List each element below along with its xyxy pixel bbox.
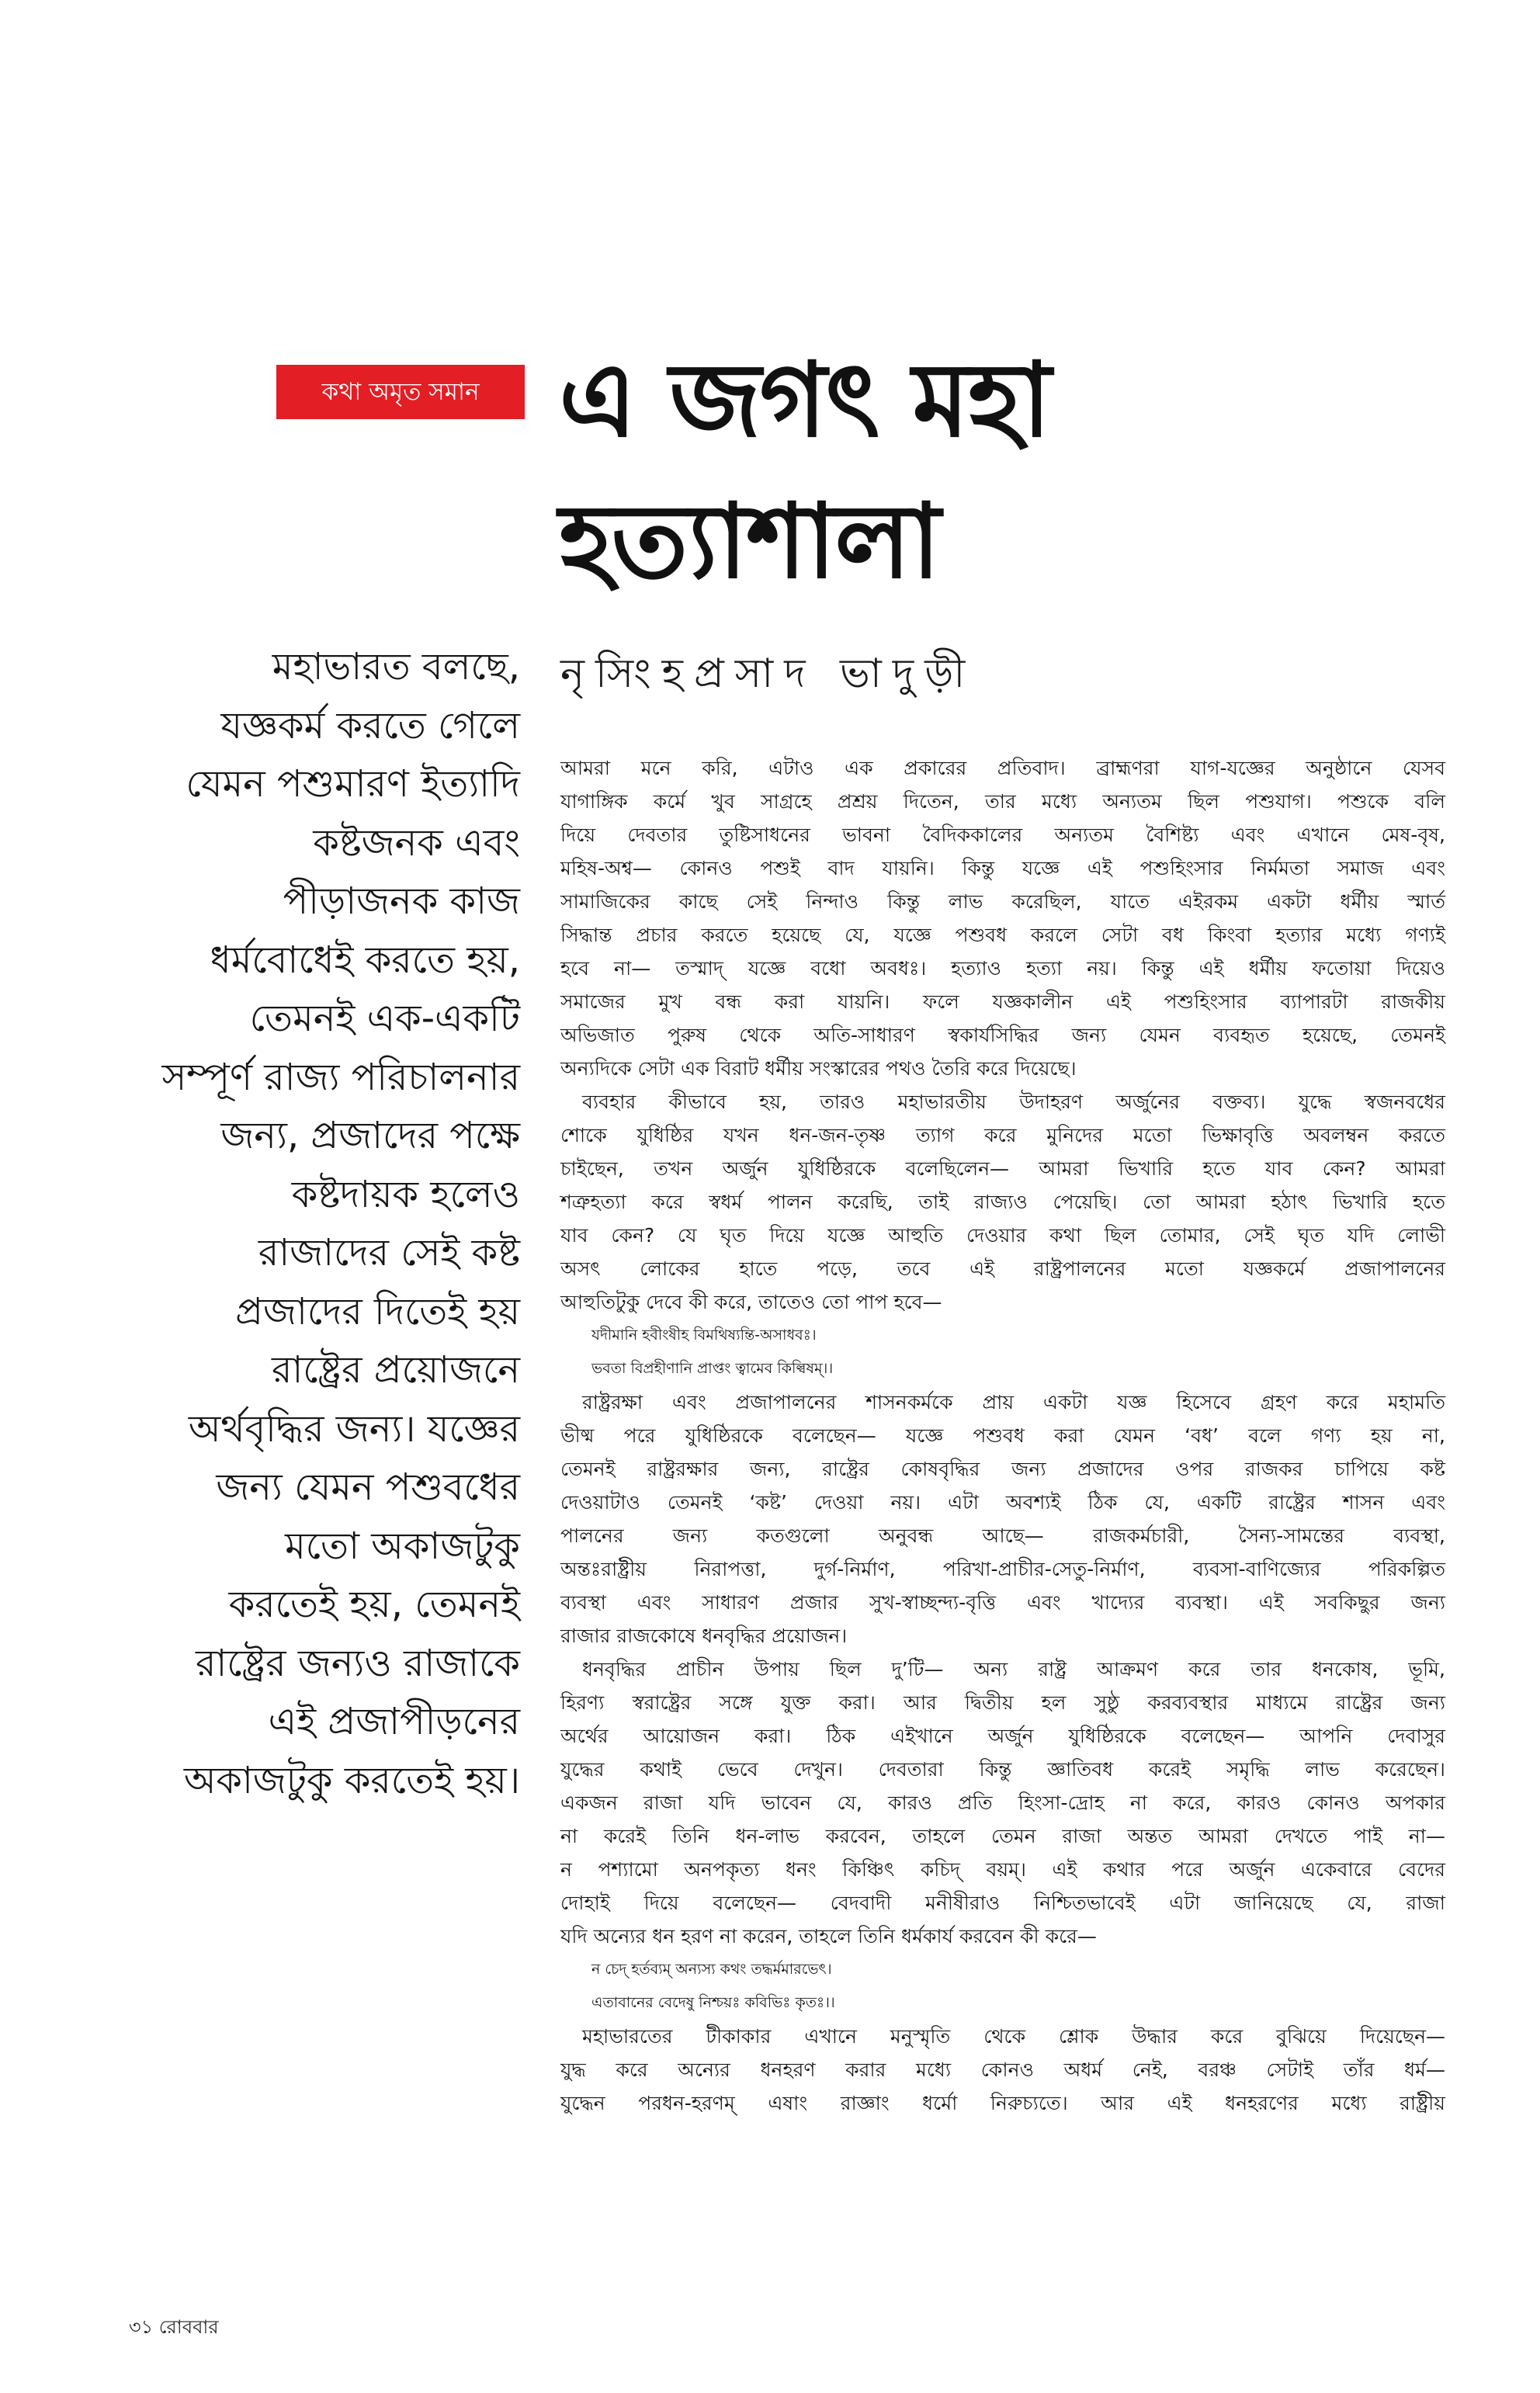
pullquote-line: প্রজাদের দিতেই হয় — [235, 1289, 520, 1333]
body-line: একজন রাজা যদি ভাবেন যে, কারও প্রতি হিংসা-দ্রোহ না করে, কারও কোনও অপকার — [560, 1791, 1445, 1814]
pullquote-line: ধর্মবোধেই করতে হয়, — [210, 938, 520, 982]
pullquote-line: অকাজটুকু করতেই হয়। — [183, 1758, 520, 1802]
body-line: তেমনই রাষ্ট্ররক্ষার জন্য, রাষ্ট্রের কোষবৃদ্ধির জন্য প্রজাদের ওপর রাজকর চাপিয়ে কষ্ট — [560, 1458, 1445, 1480]
body-line: ন পশ্যামো অনপকৃত্য ধনং কিঞ্চিৎ কচিদ্‌ বয়ম্‌। এই কথার পরে অর্জুন একেবারে বেদের — [560, 1858, 1445, 1881]
body-line: অসৎ লোকের হাতে পড়ে, তবে এই রাষ্ট্রপালনের মতো যজ্ঞকর্মে প্রজাপালনের — [560, 1257, 1445, 1280]
pullquote-line: রাষ্ট্রের জন্যও রাজাকে — [195, 1641, 520, 1685]
body-line: দেওয়াটাও তেমনই ‘কষ্ট’ দেওয়া নয়। এটা অবশ্যই ঠিক যে, একটি রাষ্ট্রের শাসন এবং — [560, 1491, 1445, 1514]
body-line: না করেই তিনি ধন-লাভ করবেন, তাহলে তেমন রাজা অন্তত আমরা দেখতে পাই না— — [560, 1825, 1445, 1847]
sanskrit-verse-line: ভবতা বিপ্রহীণানি প্রাপ্তং ত্বামেব কিল্বিষম্‌।। — [591, 1360, 834, 1377]
body-line: রাষ্ট্ররক্ষা এবং প্রজাপালনের শাসনকর্মকে প্রায় একটা যজ্ঞ হিসেবে গ্রহণ করে মহামতি — [582, 1391, 1445, 1413]
body-line: অন্তঃরাষ্ট্রীয় নিরাপত্তা, দুর্গ-নির্মাণ, পরিখা-প্রাচীর-সেতু-নির্মাণ, ব্যবসা-বাণিজ্যের পরিকল্পিত — [560, 1558, 1445, 1580]
body-line: ব্যবস্থা এবং সাধারণ প্রজার সুখ-স্বাচ্ছন্দ্য-বৃত্তি এবং খাদ্যের ব্যবস্থা। এই সবকিছুর জন্য — [560, 1591, 1445, 1614]
body-line: রাজার রাজকোষে ধনবৃদ্ধির প্রয়োজন। — [560, 1625, 848, 1647]
pullquote-line: মহাভারত বলছে, — [272, 645, 520, 688]
body-line: সমাজের মুখ বন্ধ করা যায়নি। ফলে যজ্ঞকালীন এই পশুহিংসার ব্যাপারটা রাজকীয় — [560, 990, 1445, 1013]
body-line: ধনবৃদ্ধির প্রাচীন উপায় ছিল দু’টি— অন্য রাষ্ট্র আক্রমণ করে তার ধনকোষ, ভূমি, — [582, 1658, 1445, 1680]
body-line: সামাজিকের কাছে সেই নিন্দাও কিন্তু লাভ করেছিল, যাতে এইরকম একটা ধর্মীয় স্মার্ত — [560, 890, 1445, 913]
pullquote-line: করতেই হয়, তেমনই — [228, 1583, 520, 1626]
sanskrit-verse-line: যদীমানি হবীংষীহ বিমথিষ্যন্তি-অসাধবঃ। — [591, 1327, 817, 1344]
pullquote-line: যজ্ঞকর্ম করতে গেলে — [220, 703, 520, 747]
body-line: শত্রুহত্যা করে স্বধর্ম পালন করেছি, তাই রাজ্যও পেয়েছি। তো আমরা হঠাৎ ভিখারি হতে — [560, 1191, 1445, 1213]
body-line: অন্যদিকে সেটা এক বিরাট ধর্মীয় সংস্কারের পথও তৈরি করে দিয়েছে। — [560, 1057, 1077, 1080]
author-byline: নৃসিংহপ্রসাদ ভাদুড়ী — [560, 650, 976, 697]
body-line: যুদ্ধেন পরধন-হরণম্‌ এষাং রাজ্ঞাং ধর্মো নিরুচ্যতে। আর এই ধনহরণের মধ্যে রাষ্ট্রীয় — [560, 2092, 1445, 2114]
body-line: দিয়ে দেবতার তুষ্টিসাধনের ভাবনা বৈদিককালের অন্যতম বৈশিষ্ট্য এবং এখানে মেষ-বৃষ, — [560, 824, 1445, 846]
pullquote-line: এই প্রজাপীড়নের — [268, 1700, 520, 1743]
body-line: হিরণ্য স্বরাষ্ট্রের সঙ্গে যুক্ত করা। আর দ্বিতীয় হল সুষ্ঠু করব্যবস্থার মাধ্যমে রাষ্ট্রের জন্য — [560, 1691, 1445, 1714]
body-line: আমরা মনে করি, এটাও এক প্রকারের প্রতিবাদ। ব্রাহ্মণরা যাগ-যজ্ঞের অনুষ্ঠানে যেসব — [560, 757, 1445, 779]
body-line: ভীষ্ম পরে যুধিষ্ঠিরকে বলেছেন— যজ্ঞে পশুবধ করা যেমন ‘বধ’ বলে গণ্য হয় না, — [560, 1424, 1445, 1447]
body-line: অভিজাত পুরুষ থেকে অতি-সাধারণ স্বকার্যসিদ্ধির জন্য যেমন ব্যবহৃত হয়েছে, তেমনই — [560, 1024, 1445, 1046]
body-line: চাইছেন, তখন অর্জুন যুধিষ্ঠিরকে বলেছিলেন— আমরা ভিখারি হতে যাব কেন? আমরা — [560, 1157, 1445, 1180]
pullquote-line: কষ্টজনক এবং — [313, 820, 520, 865]
pullquote-line: রাষ্ট্রের প্রয়োজনে — [271, 1348, 520, 1392]
body-line: পালনের জন্য কতগুলো অনুবন্ধ আছে— রাজকর্মচারী, সৈন্য-সামন্তের ব্যবস্থা, — [560, 1524, 1445, 1547]
article-title — [559, 330, 1257, 612]
sanskrit-verse-line: এতাবানের বেদেষু নিশ্চয়ঃ কবিভিঃ কৃতঃ।। — [591, 1994, 835, 2011]
pullquote-line: মতো অকাজটুকু — [285, 1524, 520, 1568]
pullquote-line: জন্য যেমন পশুবধের — [216, 1465, 520, 1509]
body-line: সিদ্ধান্ত প্রচার করতে হয়েছে যে, যজ্ঞে পশুবধ করলে সেটা বধ কিংবা হত্যার মধ্যে গণ্যই — [560, 924, 1445, 946]
article-body — [560, 751, 1445, 2120]
body-line: শোকে যুধিষ্ঠির যখন ধন-জন-তৃষ্ণ ত্যাগ করে মুনিদের মতো ভিক্ষাবৃত্তি অবলম্বন করতে — [560, 1124, 1445, 1146]
body-line: যুদ্ধ করে অন্যের ধনহরণ করার মধ্যে কোনও অধর্ম নেই, বরঞ্চ সেটাই তাঁর ধর্ম— — [560, 2058, 1445, 2081]
pullquote-line: যেমন পশুমারণ ইত্যাদি — [186, 762, 520, 806]
pullquote-line: তেমনই এক-একটি — [249, 997, 520, 1040]
pull-quote — [101, 638, 520, 1810]
title-line-1: এ জগৎ মহা — [559, 341, 1050, 460]
sanskrit-verse-line: ন চেদ্‌ হর্তব্যম্‌ অন্যস্য কথং তদ্ধর্মমারভেৎ। — [591, 1961, 832, 1978]
body-line: দোহাই দিয়ে বলেছেন— বেদবাদী মনীষীরাও নিশ্চিতভাবেই এটা জানিয়েছে যে, রাজা — [560, 1892, 1445, 1914]
body-line: যাব কেন? যে ঘৃত দিয়ে যজ্ঞে আহুতি দেওয়ার কথা ছিল তোমার, সেই ঘৃত যদি লোভী — [560, 1224, 1445, 1247]
body-line: মহাভারতের টীকাকার এখানে মনুস্মৃতি থেকে শ্লোক উদ্ধার করে বুঝিয়ে দিয়েছেন— — [582, 2025, 1445, 2048]
pullquote-line: কষ্টদায়ক হলেও — [291, 1172, 520, 1216]
pullquote-line: অর্থবৃদ্ধির জন্য। যজ্ঞের — [188, 1406, 520, 1451]
body-line: আহুতিটুকু দেবে কী করে, তাতেও তো পাপ হবে— — [560, 1291, 942, 1313]
body-line: যাগাঙ্গিক কর্মে খুব সাগ্রহে প্রশ্রয় দিতেন, তার মধ্যে অন্যতম ছিল পশুযাগ। পশুকে বলি — [560, 790, 1445, 813]
body-line: অর্থের আয়োজন করা। ঠিক এইখানে অর্জুন যুধিষ্ঠিরকে বলেছেন— আপনি দেবাসুর — [560, 1725, 1445, 1747]
body-line: যদি অন্যের ধন হরণ না করেন, তাহলে তিনি ধর্মকার্য করবেন কী করে— — [560, 1925, 1097, 1947]
body-line: মহিষ-অশ্ব— কোনও পশুই বাদ যায়নি। কিন্তু যজ্ঞে এই পশুহিংসার নির্মমতা সমাজ এবং — [560, 857, 1445, 879]
page-footer: ৩১ রোববার — [129, 2316, 219, 2338]
body-line: যুদ্ধের কথাই ভেবে দেখুন। দেবতারা কিন্তু জ্ঞাতিবধ করেই সমৃদ্ধি লাভ করেছেন। — [560, 1758, 1445, 1781]
section-badge: কথা অমৃত সমান — [276, 365, 525, 419]
body-line: হবে না— তস্মাদ্‌ যজ্ঞে বধো অবধঃ। হত্যাও হত্যা নয়। কিন্তু এই ধর্মীয় ফতোয়া দিয়েও — [560, 957, 1445, 980]
pullquote-line: পীড়াজনক কাজ — [283, 879, 520, 923]
body-line: ব্যবহার কীভাবে হয়, তারও মহাভারতীয় উদাহরণ অর্জুনের বক্তব্য। যুদ্ধে স্বজনবধের — [582, 1091, 1445, 1113]
pullquote-line: জন্য, প্রজাদের পক্ষে — [220, 1114, 520, 1157]
pullquote-line: সম্পূর্ণ রাজ্য পরিচালনার — [161, 1055, 520, 1099]
pullquote-line: রাজাদের সেই কষ্ট — [258, 1231, 520, 1275]
title-line-2: হত্যাশালা — [559, 482, 939, 602]
